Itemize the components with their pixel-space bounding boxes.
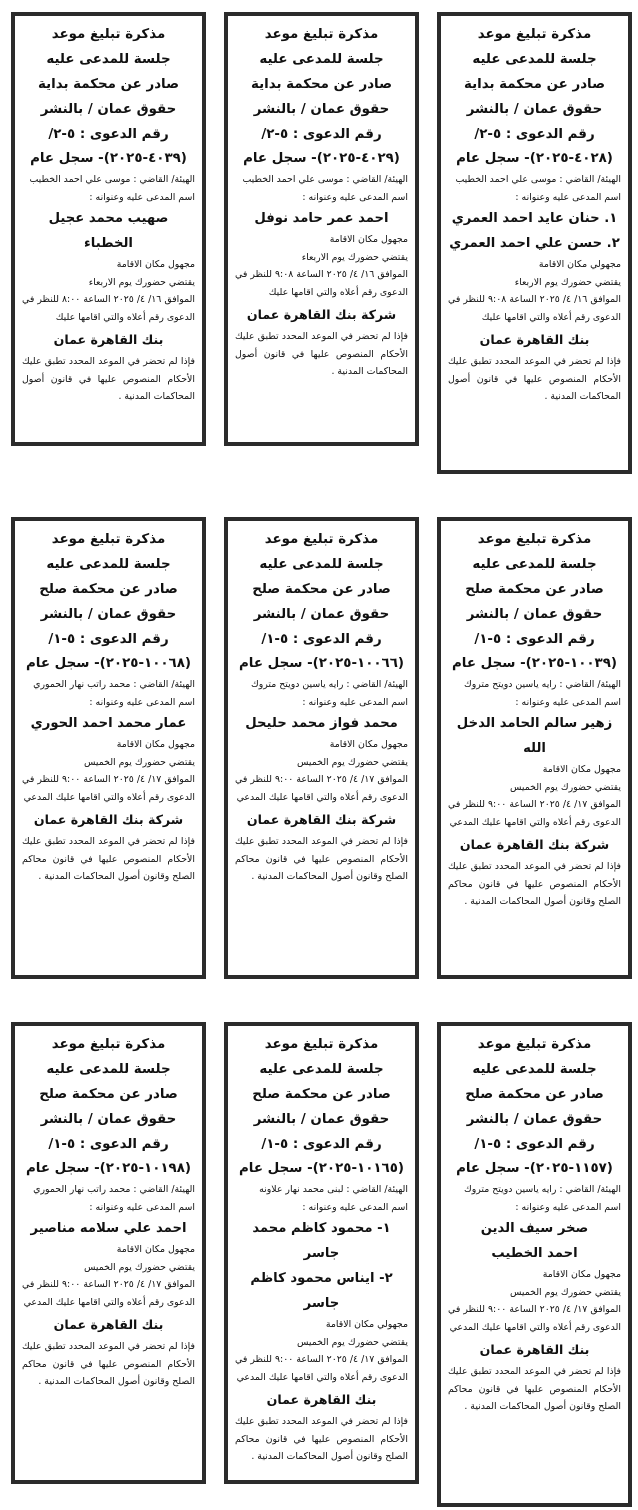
panel-judge: الهيئة/ القاضي : رايه ياسين دويتح متروك — [463, 1184, 621, 1195]
case-number: (١٠١٦٥-٢٠٢٥)- سجل عام — [238, 1161, 405, 1176]
notice-title: مذكرة تبليغ موعد — [264, 1037, 379, 1052]
hearing-date: الموافق ١٧/ ٤/ ٢٠٢٥ الساعة ٩:٠٠ للنظر في الدعوى رقم أعلاه والتي اقامها عليك المدعي — [22, 774, 196, 803]
court-location: حقوق عمان / بالنشر — [40, 102, 177, 117]
plaintiff-name: بنك القاهرة عمان — [53, 1317, 164, 1332]
court-name: صادر عن محكمة بداية — [37, 77, 180, 92]
defendant-label: اسم المدعى عليه وعنوانه : — [302, 191, 408, 203]
panel-judge: الهيئة/ القاضي : موسى علي احمد الخطيب — [455, 174, 621, 185]
hearing-date: الموافق ١٧/ ٤/ ٢٠٢٥ الساعة ٩:٠٠ للنظر في الدعوى رقم أعلاه والتي اقامها عليك المدعي — [235, 1354, 409, 1383]
defendant-name: محمد فواز محمد حليحل — [245, 716, 398, 731]
case-number: (١١٥٧-٢٠٢٥)- سجل عام — [456, 1161, 613, 1176]
notice-title: مذكرة تبليغ موعد — [477, 27, 592, 42]
attendance-day: يقتضي حضورك يوم الخميس — [83, 756, 195, 768]
attendance-day: يقتضي حضورك يوم الخميس — [509, 781, 621, 793]
residence-status: مجهول مكان الاقامة — [542, 1269, 621, 1280]
case-number: (٤٠٢٩-٢٠٢٥)- سجل عام — [243, 151, 400, 166]
defendant-label: اسم المدعى عليه وعنوانه : — [302, 696, 408, 708]
court-name: صادر عن محكمة صلح — [465, 582, 604, 597]
panel-judge: الهيئة/ القاضي : محمد راتب نهار الحموري — [33, 679, 195, 690]
notice-subtitle: جلسة للمدعى عليه — [46, 1062, 171, 1077]
defendant-name: عمار محمد احمد الحوري — [30, 716, 187, 731]
plaintiff-name: بنك القاهرة عمان — [479, 1342, 590, 1357]
attendance-day: يقتضي حضورك يوم الاربعاء — [301, 251, 408, 263]
attendance-day: يقتضي حضورك يوم الخميس — [509, 1286, 621, 1298]
court-location: حقوق عمان / بالنشر — [40, 607, 177, 622]
court-name: صادر عن محكمة صلح — [39, 1087, 178, 1102]
court-name: صادر عن محكمة صلح — [252, 582, 391, 597]
notice-subtitle: جلسة للمدعى عليه — [46, 52, 171, 67]
legal-footer: فإذا لم تحضر في الموعد المحدد تطبق عليك الأحكام المنصوص عليها في قانون محاكم الصلح وقانون أصول المحاكمات المدنية . — [235, 1416, 408, 1462]
defendant-label: اسم المدعى عليه وعنوانه : — [89, 696, 195, 708]
defendant-label: اسم المدعى عليه وعنوانه : — [89, 1201, 195, 1213]
residence-status: مجهولي مكان الاقامة — [538, 259, 621, 270]
residence-status: مجهول مكان الاقامة — [116, 1244, 195, 1255]
case-label: رقم الدعوى : ٥-٢/ — [48, 127, 169, 142]
panel-judge: الهيئة/ القاضي : رايه ياسين دويتح متروك — [250, 679, 408, 690]
case-label: رقم الدعوى : ٥-٢/ — [261, 127, 382, 142]
plaintiff-name: بنك القاهرة عمان — [53, 332, 164, 347]
residence-status: مجهول مكان الاقامة — [116, 259, 195, 270]
defendant-label: اسم المدعى عليه وعنوانه : — [515, 696, 621, 708]
legal-footer: فإذا لم تحضر في الموعد المحدد تطبق عليك الأحكام المنصوص عليها في قانون محاكم الصلح وقانون أصول المحاكمات المدنية . — [448, 1366, 621, 1412]
hearing-date: الموافق ١٧/ ٤/ ٢٠٢٥ الساعة ٩:٠٠ للنظر في الدعوى رقم أعلاه والتي اقامها عليك المدعي — [448, 799, 622, 828]
defendant-name: احمد الخطيب — [491, 1246, 578, 1261]
court-location: حقوق عمان / بالنشر — [466, 1112, 603, 1127]
residence-status: مجهولي مكان الاقامة — [325, 1319, 408, 1330]
hearing-date: الموافق ١٦/ ٤/ ٢٠٢٥ الساعة ٩:٠٨ للنظر في الدعوى رقم أعلاه والتي اقامها عليك — [235, 269, 409, 298]
defendant-label: اسم المدعى عليه وعنوانه : — [89, 191, 195, 203]
notice-card — [11, 517, 206, 979]
defendant-name: ١- محمود كاظم محمد جاسر — [252, 1221, 391, 1261]
court-location: حقوق عمان / بالنشر — [253, 607, 390, 622]
attendance-day: يقتضي حضورك يوم الاربعاء — [514, 276, 621, 288]
defendant-name: ٢. حسن علي احمد العمري — [449, 236, 620, 251]
case-number: (٤٠٢٨-٢٠٢٥)- سجل عام — [456, 151, 613, 166]
court-location: حقوق عمان / بالنشر — [466, 607, 603, 622]
residence-status: مجهول مكان الاقامة — [329, 234, 408, 245]
panel-judge: الهيئة/ القاضي : محمد راتب نهار الحموري — [33, 1184, 195, 1195]
legal-footer: فإذا لم تحضر في الموعد المحدد تطبق عليك الأحكام المنصوص عليها في قانون أصول المحاكمات المدنية . — [448, 356, 621, 402]
notice-title: مذكرة تبليغ موعد — [477, 532, 592, 547]
notice-title: مذكرة تبليغ موعد — [477, 1037, 592, 1052]
defendant-name: صهيب محمد عجيل الخطباء — [48, 211, 169, 251]
attendance-day: يقتضي حضورك يوم الخميس — [296, 756, 408, 768]
panel-judge: الهيئة/ القاضي : موسى علي احمد الخطيب — [29, 174, 195, 185]
residence-status: مجهول مكان الاقامة — [542, 764, 621, 775]
plaintiff-name: بنك القاهرة عمان — [479, 332, 590, 347]
legal-footer: فإذا لم تحضر في الموعد المحدد تطبق عليك الأحكام المنصوص عليها في قانون أصول المحاكمات المدنية . — [22, 356, 195, 402]
defendant-label: اسم المدعى عليه وعنوانه : — [515, 191, 621, 203]
court-name: صادر عن محكمة صلح — [39, 582, 178, 597]
plaintiff-name: شركة بنك القاهرة عمان — [246, 812, 397, 827]
defendant-name: احمد علي سلامه مناصير — [30, 1221, 187, 1236]
hearing-date: الموافق ١٦/ ٤/ ٢٠٢٥ الساعة ٩:٠٨ للنظر في الدعوى رقم أعلاه والتي اقامها عليك — [448, 294, 622, 323]
residence-status: مجهول مكان الاقامة — [329, 739, 408, 750]
panel-judge: الهيئة/ القاضي : رايه ياسين دويتح متروك — [463, 679, 621, 690]
notice-subtitle: جلسة للمدعى عليه — [472, 557, 597, 572]
court-location: حقوق عمان / بالنشر — [253, 1112, 390, 1127]
plaintiff-name: شركة بنك القاهرة عمان — [459, 837, 610, 852]
case-number: (١٠٠٦٦-٢٠٢٥)- سجل عام — [238, 656, 405, 671]
defendant-name: ١. حنان عايد احمد العمري — [451, 211, 618, 226]
panel-judge: الهيئة/ القاضي : لبنى محمد نهار علاونه — [259, 1184, 408, 1195]
notice-subtitle: جلسة للمدعى عليه — [259, 52, 384, 67]
notice-card — [437, 12, 632, 474]
notice-subtitle: جلسة للمدعى عليه — [259, 1062, 384, 1077]
notice-card — [437, 517, 632, 979]
notice-title: مذكرة تبليغ موعد — [264, 27, 379, 42]
attendance-day: يقتضي حضورك يوم الخميس — [83, 1261, 195, 1273]
hearing-date: الموافق ١٦/ ٤/ ٢٠٢٥ الساعة ٨:٠٠ للنظر في الدعوى رقم أعلاه والتي اقامها عليك — [22, 294, 196, 323]
court-name: صادر عن محكمة بداية — [463, 77, 606, 92]
notice-card — [11, 12, 206, 446]
case-label: رقم الدعوى : ٥-١/ — [474, 1137, 595, 1152]
notice-subtitle: جلسة للمدعى عليه — [259, 557, 384, 572]
defendant-name: احمد عمر حامد نوفل — [254, 211, 389, 226]
case-label: رقم الدعوى : ٥-١/ — [48, 632, 169, 647]
case-number: (١٠١٩٨-٢٠٢٥)- سجل عام — [25, 1161, 192, 1176]
case-label: رقم الدعوى : ٥-١/ — [261, 632, 382, 647]
case-label: رقم الدعوى : ٥-١/ — [261, 1137, 382, 1152]
notice-card — [224, 517, 419, 979]
court-name: صادر عن محكمة بداية — [250, 77, 393, 92]
notice-card — [224, 12, 419, 446]
court-name: صادر عن محكمة صلح — [465, 1087, 604, 1102]
attendance-day: يقتضي حضورك يوم الاربعاء — [88, 276, 195, 288]
notice-subtitle: جلسة للمدعى عليه — [46, 557, 171, 572]
notice-title: مذكرة تبليغ موعد — [51, 532, 166, 547]
legal-footer: فإذا لم تحضر في الموعد المحدد تطبق عليك الأحكام المنصوص عليها في قانون محاكم الصلح وقانون أصول المحاكمات المدنية . — [448, 861, 621, 907]
case-number: (٤٠٣٩-٢٠٢٥)- سجل عام — [30, 151, 187, 166]
plaintiff-name: بنك القاهرة عمان — [266, 1392, 377, 1407]
defendant-label: اسم المدعى عليه وعنوانه : — [302, 1201, 408, 1213]
defendant-name: زهير سالم الحامد الدخل الله — [456, 716, 613, 756]
plaintiff-name: شركة بنك القاهرة عمان — [33, 812, 184, 827]
court-name: صادر عن محكمة صلح — [252, 1087, 391, 1102]
notice-card — [437, 1022, 632, 1507]
residence-status: مجهول مكان الاقامة — [116, 739, 195, 750]
legal-footer: فإذا لم تحضر في الموعد المحدد تطبق عليك الأحكام المنصوص عليها في قانون محاكم الصلح وقانون أصول المحاكمات المدنية . — [235, 836, 408, 882]
hearing-date: الموافق ١٧/ ٤/ ٢٠٢٥ الساعة ٩:٠٠ للنظر في الدعوى رقم أعلاه والتي اقامها عليك المدعي — [22, 1279, 196, 1308]
notice-title: مذكرة تبليغ موعد — [264, 532, 379, 547]
legal-footer: فإذا لم تحضر في الموعد المحدد تطبق عليك الأحكام المنصوص عليها في قانون محاكم الصلح وقانون أصول المحاكمات المدنية . — [22, 836, 195, 882]
panel-judge: الهيئة/ القاضي : موسى علي احمد الخطيب — [242, 174, 408, 185]
notice-title: مذكرة تبليغ موعد — [51, 27, 166, 42]
case-number: (١٠٠٦٨-٢٠٢٥)- سجل عام — [25, 656, 192, 671]
defendant-label: اسم المدعى عليه وعنوانه : — [515, 1201, 621, 1213]
notice-card — [11, 1022, 206, 1484]
attendance-day: يقتضي حضورك يوم الخميس — [296, 1336, 408, 1348]
court-location: حقوق عمان / بالنشر — [253, 102, 390, 117]
court-location: حقوق عمان / بالنشر — [466, 102, 603, 117]
case-label: رقم الدعوى : ٥-٢/ — [474, 127, 595, 142]
court-location: حقوق عمان / بالنشر — [40, 1112, 177, 1127]
defendant-name: ٢- ايناس محمود كاظم جاسر — [250, 1271, 393, 1311]
notice-card — [224, 1022, 419, 1484]
legal-footer: فإذا لم تحضر في الموعد المحدد تطبق عليك الأحكام المنصوص عليها في قانون أصول المحاكمات المدنية . — [235, 331, 408, 377]
plaintiff-name: شركة بنك القاهرة عمان — [246, 307, 397, 322]
defendant-name: صخر سيف الدين — [480, 1221, 589, 1236]
case-label: رقم الدعوى : ٥-١/ — [48, 1137, 169, 1152]
notice-subtitle: جلسة للمدعى عليه — [472, 1062, 597, 1077]
legal-footer: فإذا لم تحضر في الموعد المحدد تطبق عليك الأحكام المنصوص عليها في قانون محاكم الصلح وقانون أصول المحاكمات المدنية . — [22, 1341, 195, 1387]
hearing-date: الموافق ١٧/ ٤/ ٢٠٢٥ الساعة ٩:٠٠ للنظر في الدعوى رقم أعلاه والتي اقامها عليك المدعي — [448, 1304, 622, 1333]
notice-subtitle: جلسة للمدعى عليه — [472, 52, 597, 67]
case-label: رقم الدعوى : ٥-١/ — [474, 632, 595, 647]
notice-title: مذكرة تبليغ موعد — [51, 1037, 166, 1052]
hearing-date: الموافق ١٧/ ٤/ ٢٠٢٥ الساعة ٩:٠٠ للنظر في الدعوى رقم أعلاه والتي اقامها عليك المدعي — [235, 774, 409, 803]
case-number: (١٠٠٣٩-٢٠٢٥)- سجل عام — [451, 656, 618, 671]
